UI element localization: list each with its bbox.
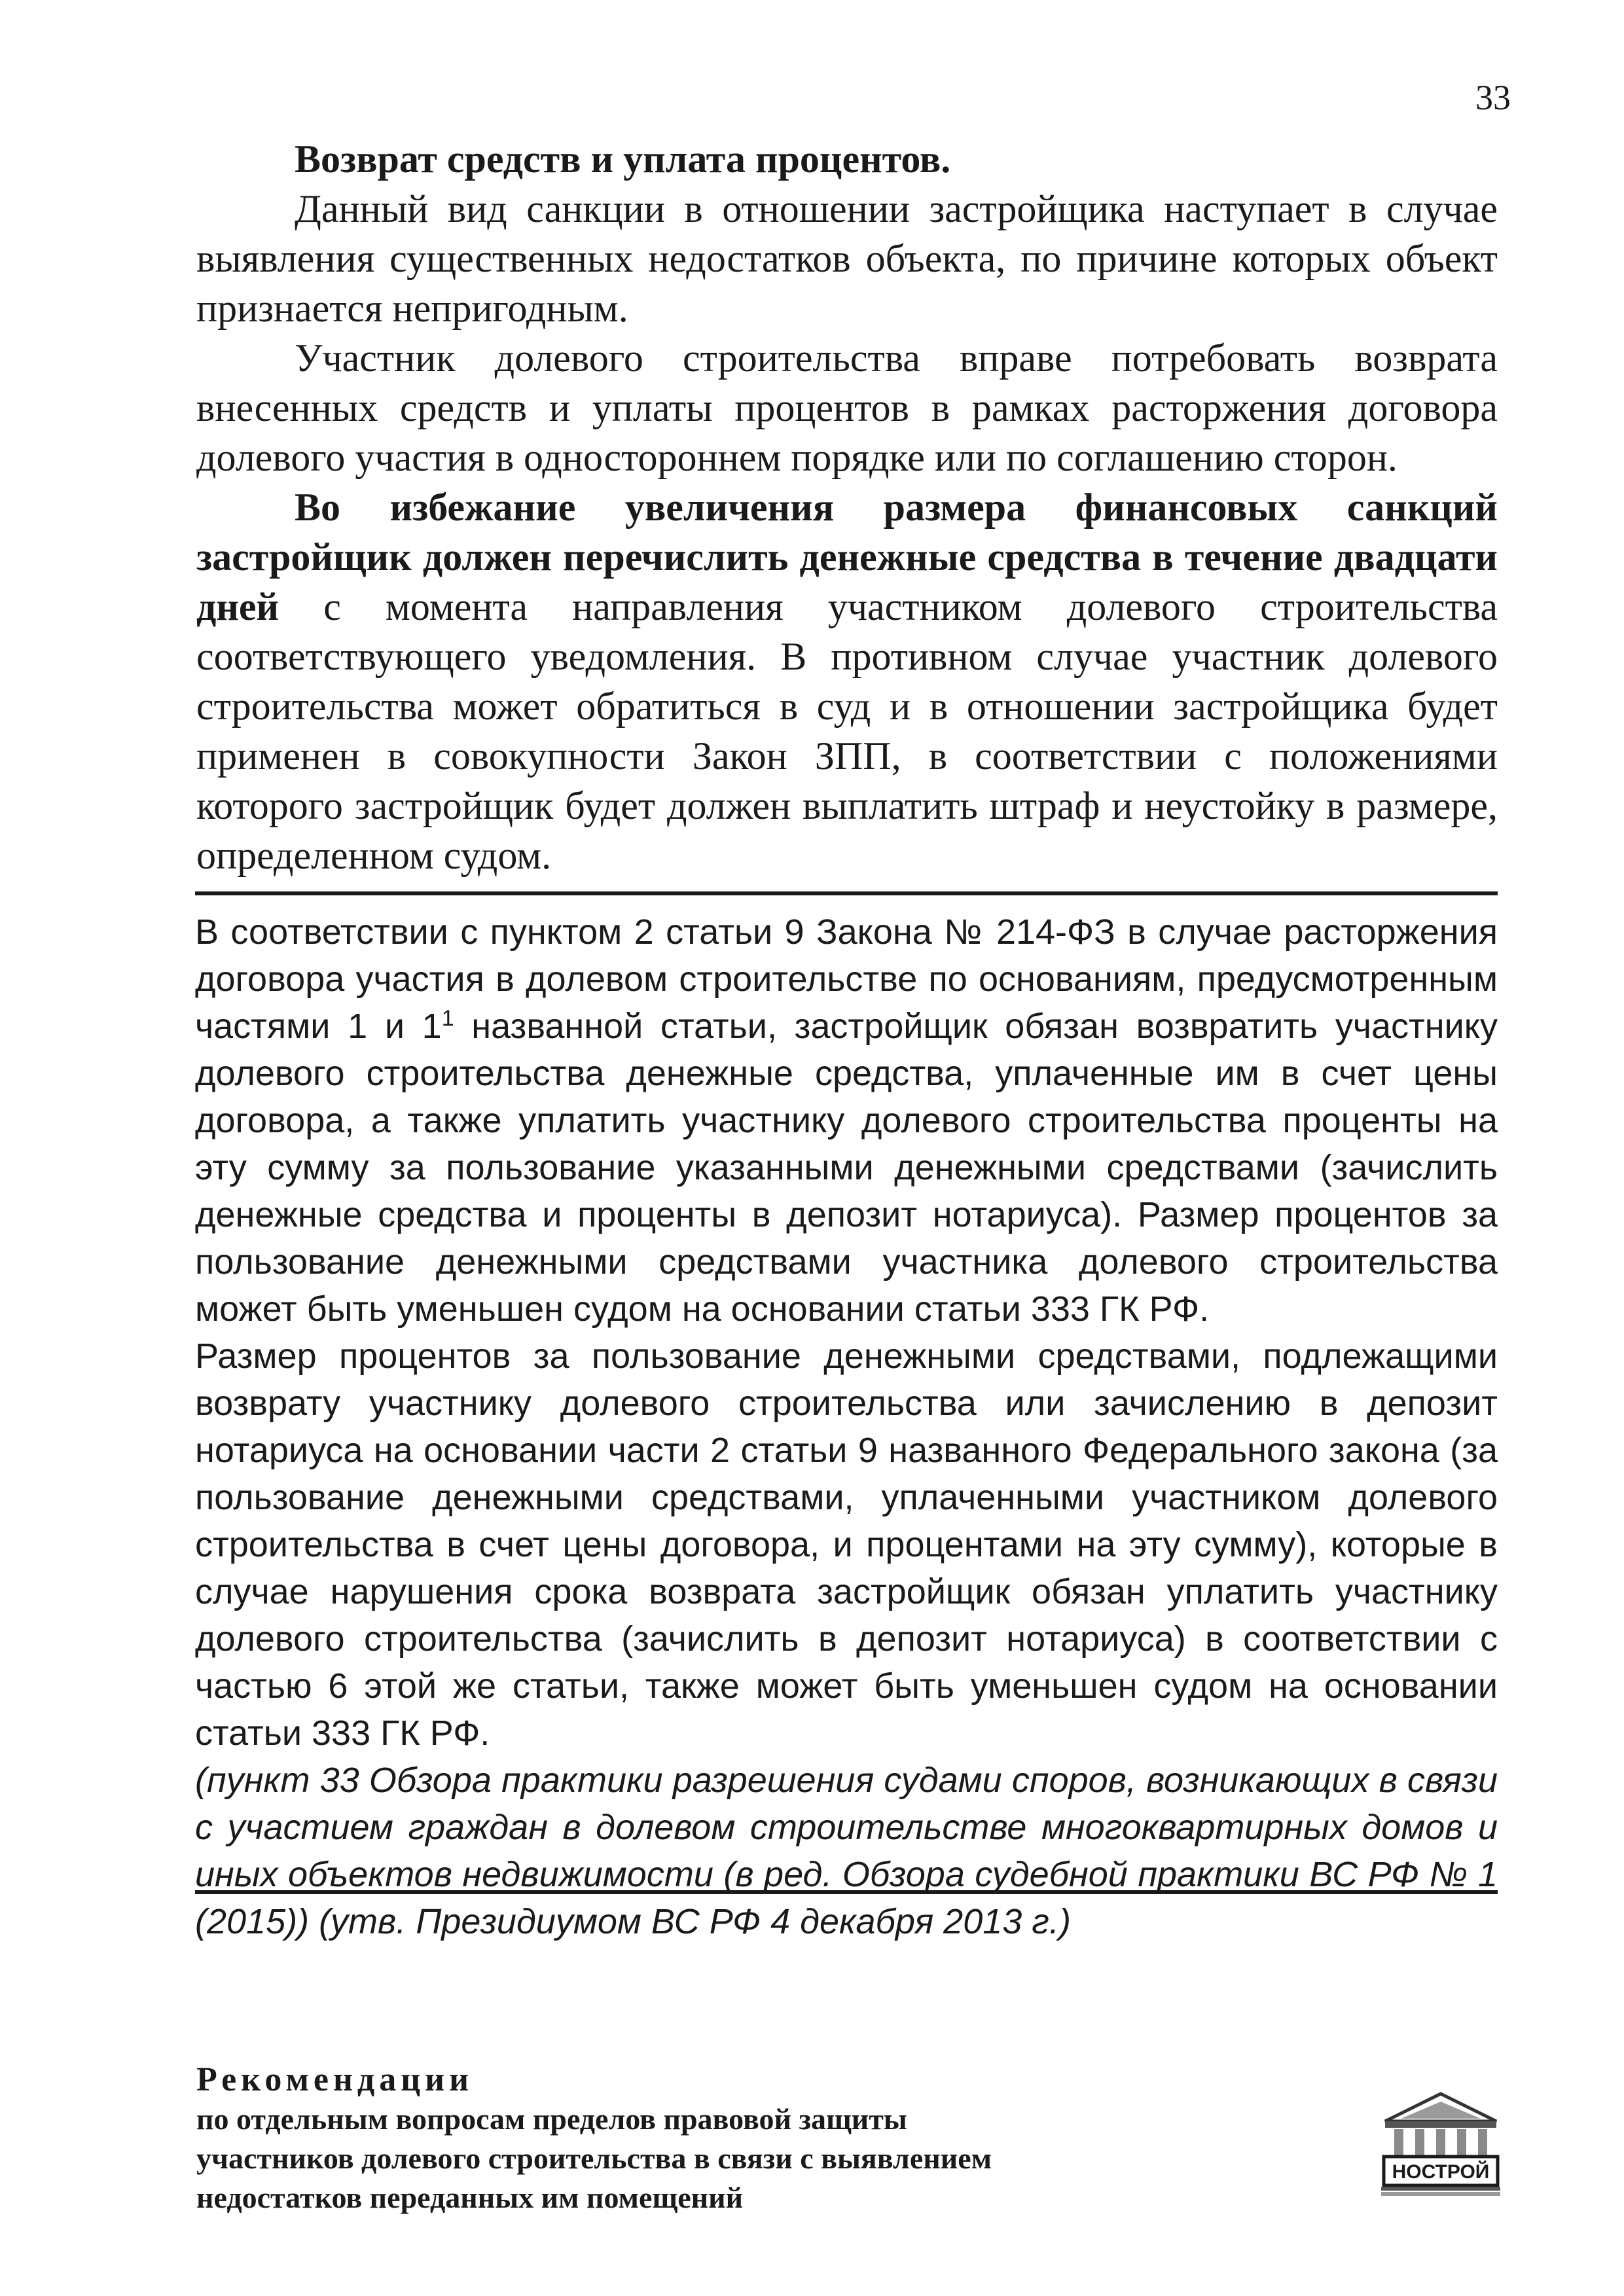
footer-line-2: участников долевого строительства в связи с выявлением (196, 2142, 992, 2175)
paragraph-refund-right: Участник долевого строительства вправе потребовать возврата внесенных средств и уплаты процентов в рамках расторжения договора долевого участия в одностороннем порядке или по соглашению сторон. (196, 336, 1498, 479)
footer-line-1: по отдельным вопросам пределов правовой защиты (196, 2102, 907, 2136)
nostroy-logo (1381, 2091, 1500, 2196)
deadline-text: с момента направления участником долевого строительства соответствующего уведомления. В противном случае участник долевого строительства может обратиться в суд и в отношении застройщика будет применен в совокупности Закон ЗПП, в соответствии с положениями которого застройщик будет должен выплатить штраф и неустойку в размере, определенном судом. (196, 585, 1498, 877)
citation-1-part-a: В соответствии с пунктом 2 статьи 9 Закона № 214-ФЗ в случае расторжения договора участия в долевом строительстве по основаниям, предусмотренным частями 1 и 1 (195, 912, 1498, 1046)
legal-citation-box (195, 891, 1498, 1941)
citation-1-part-b: названной статьи, застройщик обязан возвратить участнику долевого строительства денежные средства, уплаченные им в счет цены договора, а также уплатить участнику долевого строительства проценты на эту сумму за пользование указанными денежными средствами (зачислить денежные средства и проценты в депозит нотариуса). Размер процентов за пользование денежными средствами участника долевого строительства может быть уменьшен судом на основании статьи 333 ГК РФ. (195, 1007, 1498, 1329)
paragraph-deadline (196, 482, 1498, 880)
main-text (196, 134, 1498, 880)
citation-paragraph-1 (195, 908, 1498, 1333)
footer-title: Рекомендации (196, 2061, 474, 2098)
footer-line-3: недостатков переданных им помещений (196, 2181, 744, 2214)
page-number: 33 (1475, 78, 1511, 117)
logo-text: НОСТРОЙ (1392, 2161, 1490, 2183)
document-footer (196, 2060, 992, 2217)
paragraph-sanction: Данный вид санкции в отношении застройщика наступает в случае выявления существенных недостатков объекта, по причине которых объект признается непригодным. (196, 187, 1498, 330)
citation-superscript: 1 (441, 1006, 454, 1031)
citation-source: (пункт 33 Обзора практики разрешения судами споров, возникающих в связи с участием граждан в долевом строительстве многоквартирных домов и иных объектов недвижимости (в ред. Обзора судебной практики ВС РФ № 1 (2015)) (утв. Президиумом ВС РФ 4 декабря 2013 г.) (195, 1761, 1498, 1941)
section-heading: Возврат средств и уплата процентов. (295, 137, 951, 181)
citation-paragraph-2: Размер процентов за пользование денежными средствами, подлежащими возврату участнику долевого строительства или зачислению в депозит нотариуса на основании части 2 статьи 9 названного Федерального закона (за пользование денежными средствами, уплаченными участником долевого строительства в счет цены договора, и процентами на эту сумму), которые в случае нарушения срока возврата застройщик обязан уплатить участнику долевого строительства (зачислить в депозит нотариуса) в соответствии с частью 6 этой же статьи, также может быть уменьшен судом на основании статьи 333 ГК РФ. (195, 1336, 1498, 1753)
deadline-emphasis: Во избежание увеличения размера финансовых санкций застройщик должен перечислить денежные средства в течение двадцати дней (196, 486, 1498, 628)
